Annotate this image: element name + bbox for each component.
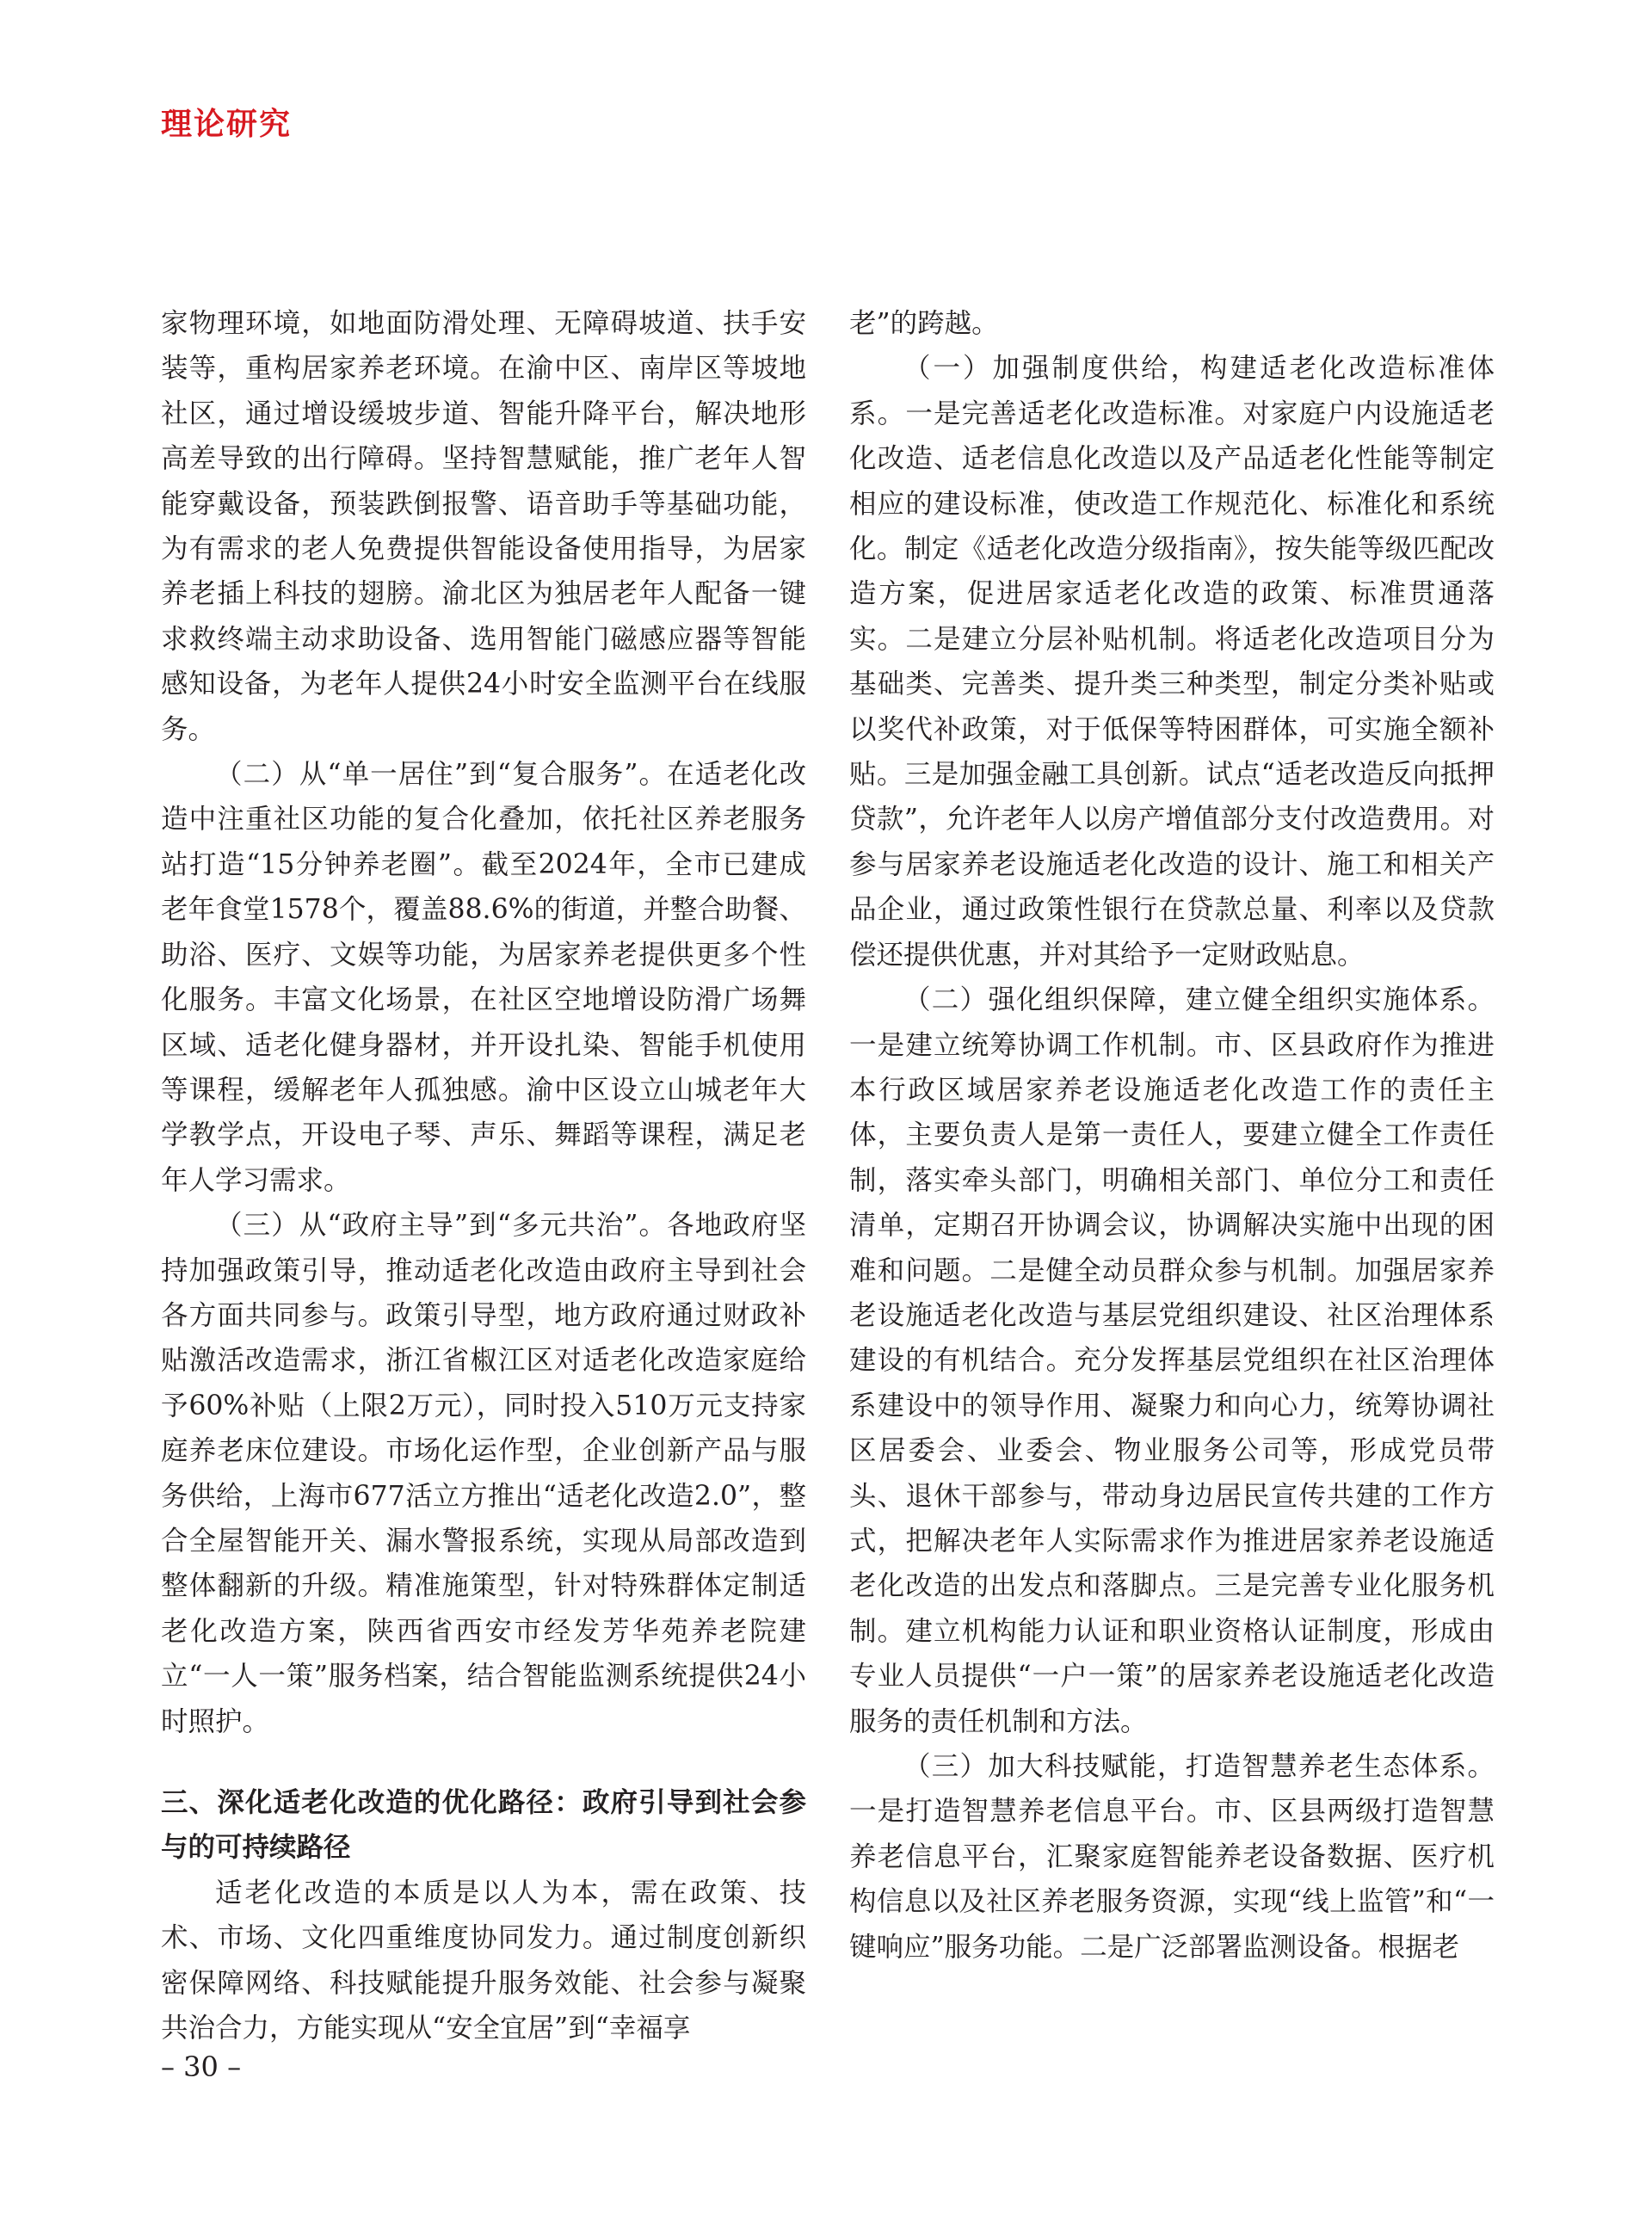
section-tag: 理论研究 bbox=[161, 107, 293, 142]
paragraph: （一）加强制度供给，构建适老化改造标准体系。一是完善适老化改造标准。对家庭户内设施适老化改造、适老信息化改造以及产品适老化性能等制定相应的建设标准，使改造工作规范化、标准化和系统化。制定《适老化改造分级指南》，按失能等级匹配改造方案，促进居家适老化改造的政策、标准贯通落实。二是建立分层补贴机制。将适老化改造项目分为基础类、完善类、提升类三种类型，制定分类补贴或以奖代补政策，对于低保等特困群体，可实施全额补贴。三是加强金融工具创新。试点“适老改造反向抵押贷款”，允许老年人以房产增值部分支付改造费用。对参与居家养老设施适老化改造的设计、施工和相关产品企业，通过政策性银行在贷款总量、利率以及贷款偿还提供优惠，并对其给予一定财政贴息。 bbox=[849, 353, 1495, 971]
paragraph: （三）从“政府主导”到“多元共治”。各地政府坚持加强政策引导，推动适老化改造由政府主导到社会各方面共同参与。政策引导型，地方政府通过财政补贴激活改造需求，浙江省椒江区对适老化改造家庭给予60%补贴（上限2万元），同时投入510万元支持家庭养老床位建设。市场化运作型，企业创新产品与服务供给，上海市677活立方推出“适老化改造2.0”，整合全屋智能开关、漏水警报系统，实现从局部改造到整体翻新的升级。精准施策型，针对特殊群体定制适老化改造方案，陕西省西安市经发芳华苑养老院建立“一人一策”服务档案，结合智能监测系统提供24小时照护。 bbox=[161, 1210, 806, 1737]
right-column bbox=[849, 301, 1495, 1970]
paragraph: （三）加大科技赋能，打造智慧养老生态体系。一是打造智慧养老信息平台。市、区县两级打造智慧养老信息平台，汇聚家庭智能养老设备数据、医疗机构信息以及社区养老服务资源，实现“线上监管”和“一键响应”服务功能。二是广泛部署监测设备。根据老 bbox=[849, 1751, 1495, 1963]
paragraph: （二）强化组织保障，建立健全组织实施体系。一是建立统筹协调工作机制。市、区县政府作为推进本行政区域居家养老设施适老化改造工作的责任主体，主要负责人是第一责任人，要建立健全工作责任制，落实牵头部门，明确相关部门、单位分工和责任清单，定期召开协调会议，协调解决实施中出现的困难和问题。二是健全动员群众参与机制。加强居家养老设施适老化改造与基层党组织建设、社区治理体系建设的有机结合。充分发挥基层党组织在社区治理体系建设中的领导作用、凝聚力和向心力，统筹协调社区居委会、业委会、物业服务公司等，形成党员带头、退休干部参与，带动身边居民宣传共建的工作方式，把解决老年人实际需求作为推进居家养老设施适老化改造的出发点和落脚点。三是完善专业化服务机制。建立机构能力认证和职业资格认证制度，形成由专业人员提供“一户一策”的居家养老设施适老化改造服务的责任机制和方法。 bbox=[849, 984, 1495, 1737]
paragraph: 老”的跨越。 bbox=[849, 308, 999, 339]
left-column bbox=[161, 301, 806, 2050]
paragraph: 适老化改造的本质是以人为本，需在政策、技术、市场、文化四重维度协同发力。通过制度创新织密保障网络、科技赋能提升服务效能、社会参与凝聚共治合力，方能实现从“安全宜居”到“幸福享 bbox=[161, 1877, 806, 2044]
page-number: – 30 – bbox=[161, 2050, 242, 2083]
paragraph: （二）从“单一居住”到“复合服务”。在适老化改造中注重社区功能的复合化叠加，依托社区养老服务站打造“15分钟养老圈”。截至2024年，全市已建成老年食堂1578个，覆盖88.6%的街道，并整合助餐、助浴、医疗、文娱等功能，为居家养老提供更多个性化服务。丰富文化场景，在社区空地增设防滑广场舞区域、适老化健身器材，并开设扎染、智能手机使用等课程，缓解老年人孤独感。渝中区设立山城老年大学教学点，开设电子琴、声乐、舞蹈等课程，满足老年人学习需求。 bbox=[161, 759, 806, 1196]
paragraph: 家物理环境，如地面防滑处理、无障碍坡道、扶手安装等，重构居家养老环境。在渝中区、南岸区等坡地社区，通过增设缓坡步道、智能升降平台，解决地形高差导致的出行障碍。坚持智慧赋能，推广老年人智能穿戴设备，预装跌倒报警、语音助手等基础功能，为有需求的老人免费提供智能设备使用指导，为居家养老插上科技的翅膀。渝北区为独居老年人配备一键求救终端主动求助设备、选用智能门磁感应器等智能感知设备，为老年人提供24小时安全监测平台在线服务。 bbox=[161, 308, 806, 745]
section-heading: 三、深化适老化改造的优化路径：政府引导到社会参与的可持续路径 bbox=[161, 1787, 806, 1864]
